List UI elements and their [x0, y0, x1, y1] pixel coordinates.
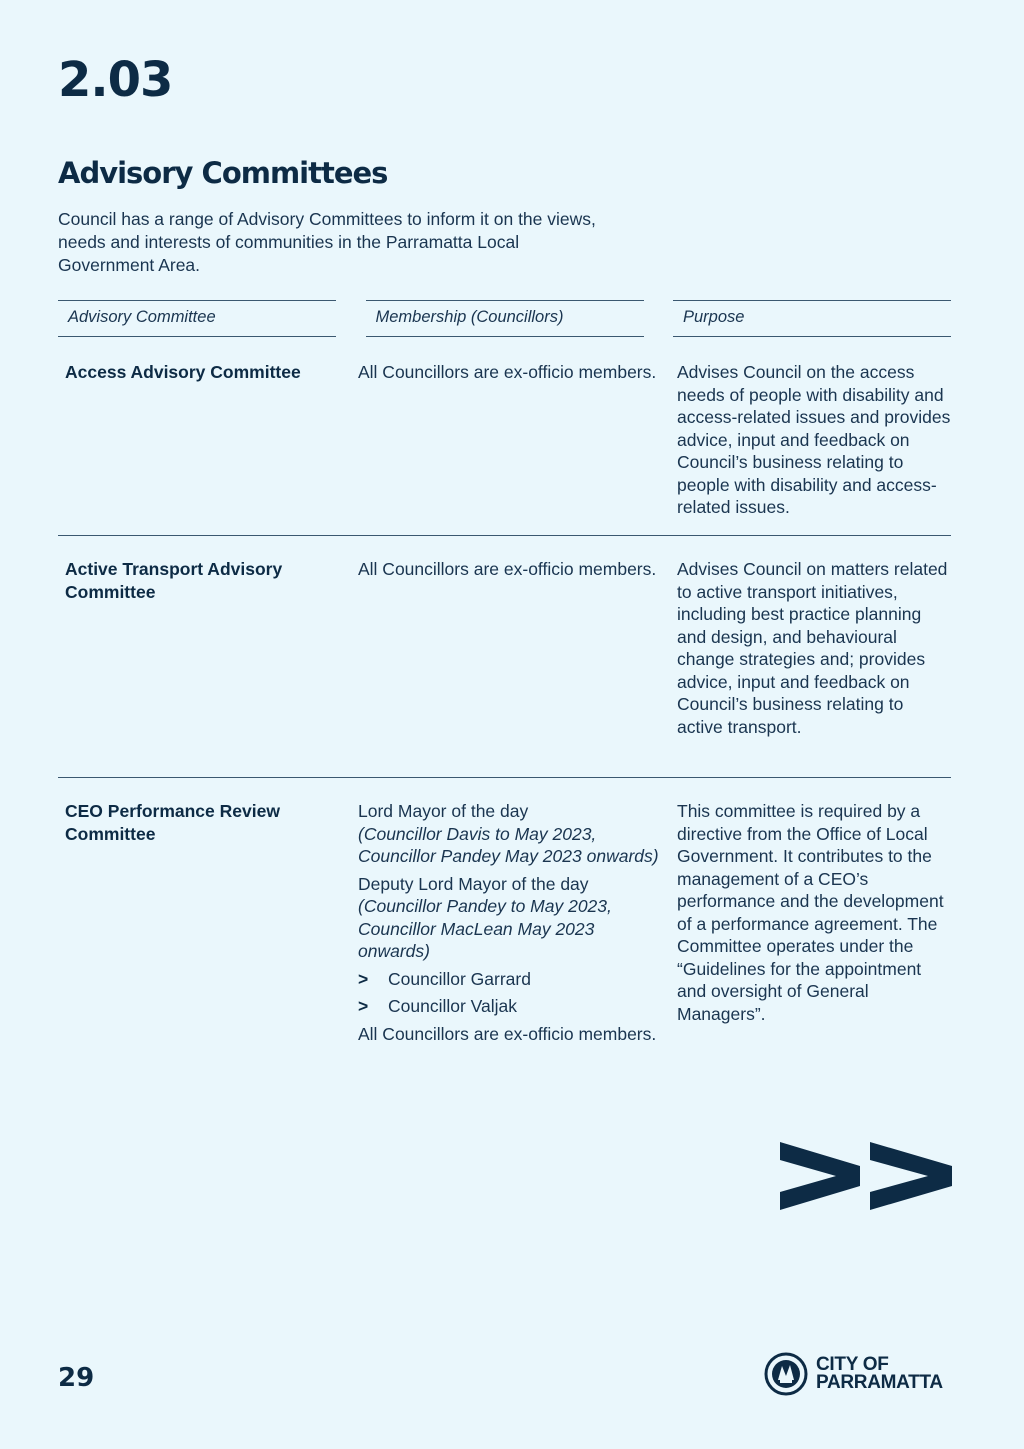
- city-of-parramatta-logo: [764, 1352, 943, 1396]
- membership-lord-mayor-note: (Councillor Davis to May 2023, Councillor Pandey May 2023 onwards): [358, 823, 659, 866]
- committee-name: CEO Performance Review Committee: [65, 801, 280, 844]
- header-committee: Advisory Committee: [58, 300, 336, 337]
- committee-name: Active Transport Advisory Committee: [65, 559, 283, 602]
- membership-lord-mayor: Lord Mayor of the day: [358, 801, 529, 821]
- double-chevron-icon: [778, 1140, 954, 1212]
- table-row: [58, 337, 951, 536]
- membership: All Councillors are ex-officio members.: [358, 559, 657, 579]
- membership-deputy-note: (Councillor Pandey to May 2023, Councillor MacLean May 2023 onwards): [358, 896, 612, 961]
- membership-footer: All Councillors are ex-officio members.: [358, 1023, 657, 1044]
- header-membership: Membership (Councillors): [366, 300, 644, 337]
- city-seal-icon: [764, 1352, 808, 1396]
- purpose: Advises Council on matters related to active transport initiatives, including best practice planning and design, and behavioural change strategies and; provides advice, input and feedback on Council’s business relating to active transport.: [677, 559, 948, 737]
- page-number: 29: [58, 1363, 95, 1393]
- purpose: This committee is required by a directive from the Office of Local Government. It contributes to the management of a CEO’s performance and the development of a performance agreement. The Committee operates under the “Guidelines for the appointment and oversight of General Managers”.: [677, 801, 944, 1024]
- bullet-text: Councillor Garrard: [388, 968, 531, 989]
- logo-line-1: CITY OF: [816, 1354, 889, 1375]
- membership-deputy: Deputy Lord Mayor of the day: [358, 873, 589, 894]
- table-row: [58, 778, 951, 1045]
- table-row: [58, 536, 951, 778]
- bullet-item: [358, 995, 669, 1018]
- page-title: Advisory Committees: [58, 156, 388, 190]
- committees-table: [58, 300, 951, 1045]
- section-number: 2.03: [58, 52, 173, 108]
- logo-text: [816, 1356, 943, 1392]
- purpose: Advises Council on the access needs of people with disability and access-related issues and provides advice, input and feedback on Council’s business relating to people with disability and access-related issues.: [677, 362, 951, 517]
- chevron-bullet-icon: >: [358, 968, 369, 989]
- bullet-item: [358, 968, 669, 991]
- chevron-bullet-icon: >: [358, 996, 369, 1016]
- membership: [358, 800, 669, 1045]
- committee-name: Access Advisory Committee: [65, 362, 301, 382]
- bullet-text: Councillor Valjak: [388, 996, 518, 1016]
- membership: All Councillors are ex-officio members.: [358, 362, 657, 382]
- header-purpose: Purpose: [673, 300, 951, 337]
- table-header: [58, 300, 951, 337]
- intro-paragraph: Council has a range of Advisory Committees to inform it on the views, needs and interests of communities in the Parramatta Local Government Area.: [58, 209, 596, 275]
- logo-line-2: PARRAMATTA: [816, 1372, 943, 1393]
